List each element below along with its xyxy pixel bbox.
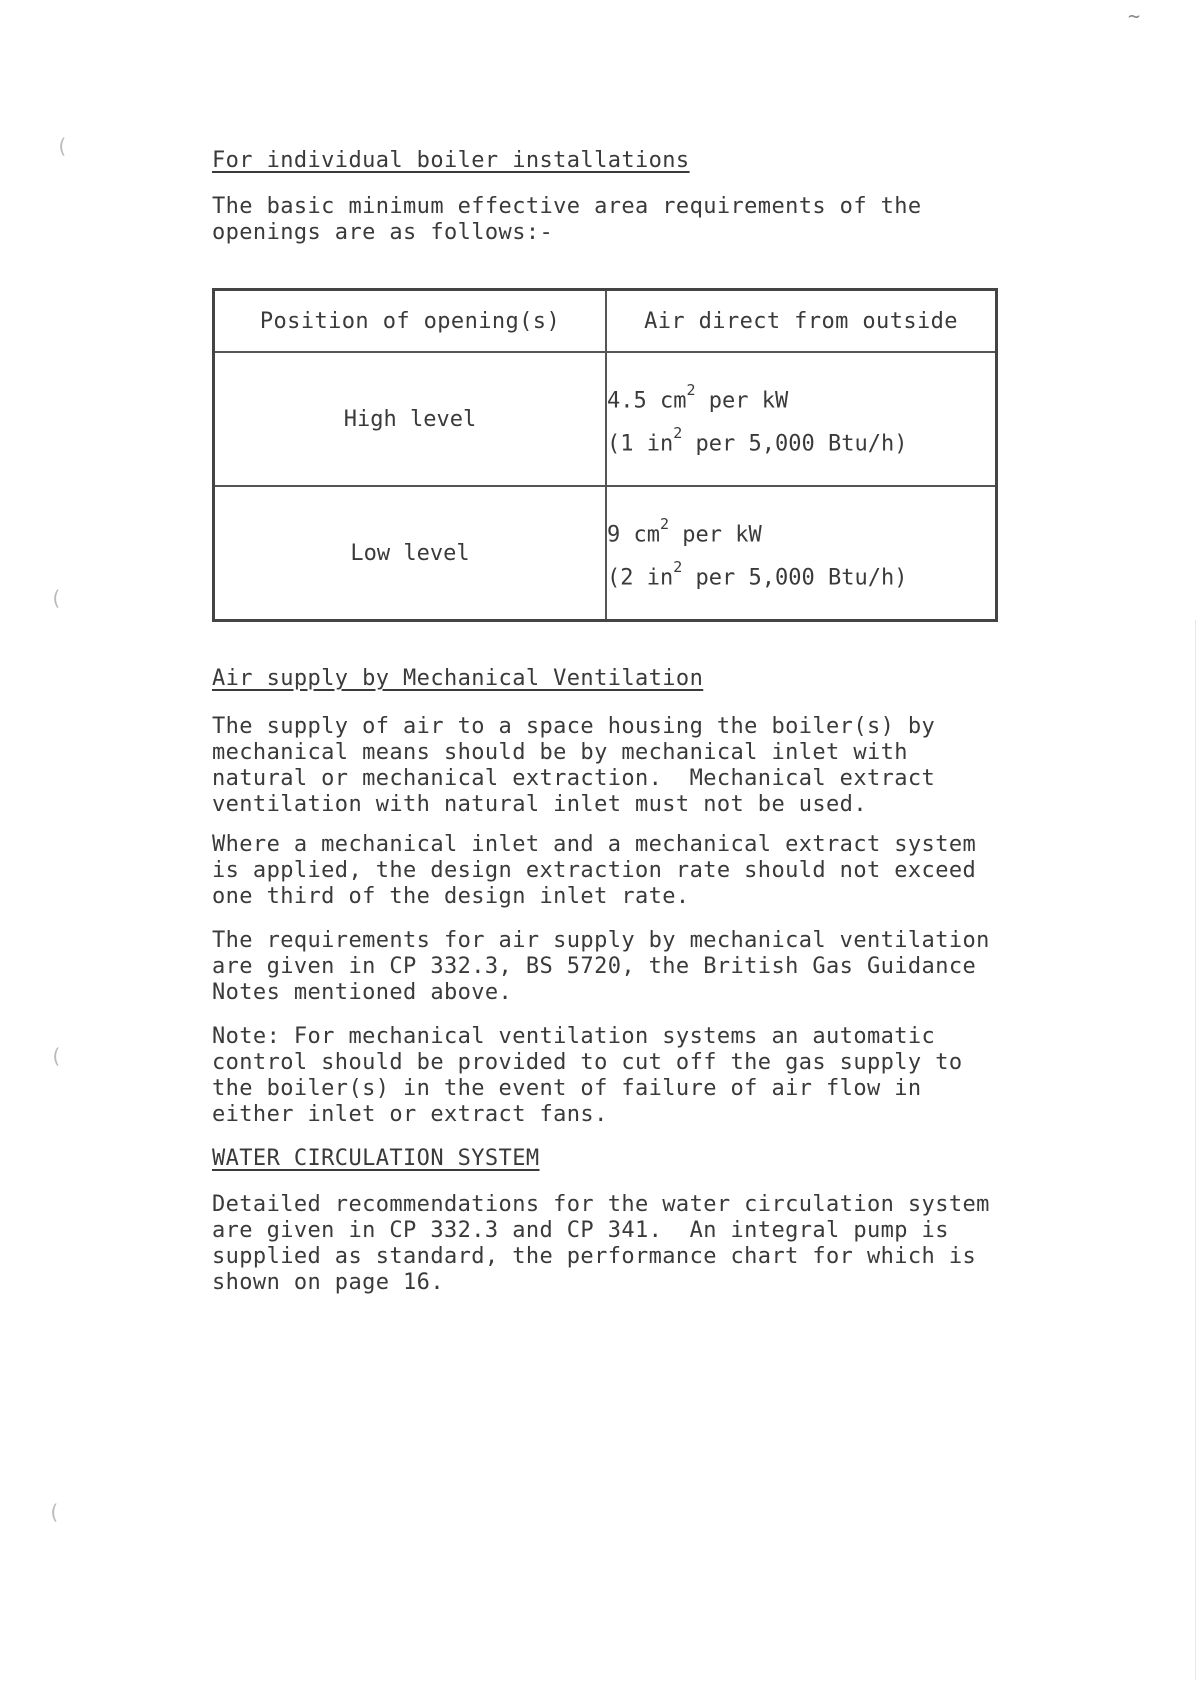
punch-hole-mark: ( — [48, 1500, 61, 1524]
section-heading-water-circulation: WATER CIRCULATION SYSTEM — [212, 1146, 540, 1171]
table-row — [214, 486, 997, 621]
openings-table — [212, 288, 998, 622]
row-position-high: High level — [214, 352, 607, 486]
imperial-requirement: (2 $in^2$ per 5,000 Btu/h) — [607, 558, 908, 591]
table-header-row — [214, 290, 997, 353]
intro-paragraph: The basic minimum effective area requirements of the openings are as follows:- — [212, 194, 922, 245]
paragraph-water-circulation: Detailed recommendations for the water circulation system are given in CP 332.3 and CP 341. An integral pump is supplied as standard, the performance chart for which is shown on page 16. — [212, 1192, 990, 1295]
table-row — [214, 352, 997, 486]
row-value-low — [606, 486, 997, 621]
punch-hole-mark: ( — [50, 1044, 63, 1068]
column-header-position: Position of opening(s) — [214, 290, 607, 353]
scan-edge-line — [1195, 620, 1196, 1680]
paragraph-requirements: The requirements for air supply by mechanical ventilation are given in CP 332.3, BS 5720, the British Gas Guidance Notes mentioned above. — [212, 928, 990, 1005]
metric-requirement: 9 $cm^2$ per kW — [607, 514, 762, 547]
metric-requirement: 4.5 $cm^2$ per kW — [607, 380, 789, 413]
row-value-high — [606, 352, 997, 486]
section-heading-mechanical-ventilation: Air supply by Mechanical Ventilation — [212, 666, 704, 691]
paragraph-air-supply: The supply of air to a space housing the boiler(s) by mechanical means should be by mechanical inlet with natural or mechanical extraction. Mechanical extract ventilation with natural inlet must not be used. — [212, 714, 936, 817]
row-position-low: Low level — [214, 486, 607, 621]
punch-hole-mark: ( — [50, 586, 63, 610]
column-header-air-direct: Air direct from outside — [606, 290, 997, 353]
punch-hole-mark: ( — [56, 134, 69, 158]
corner-mark: ~ — [1128, 4, 1141, 28]
imperial-requirement: (1 $in^2$ per 5,000 Btu/h) — [607, 424, 908, 457]
paragraph-note: Note: For mechanical ventilation systems an automatic control should be provided to cut off the gas supply to the boiler(s) in the event of failure of air flow in either inlet or extract fans. — [212, 1024, 963, 1127]
section-heading-individual-boiler: For individual boiler installations — [212, 148, 690, 173]
paragraph-extract-rate: Where a mechanical inlet and a mechanical extract system is applied, the design extraction rate should not exceed one third of the design inlet rate. — [212, 832, 977, 909]
